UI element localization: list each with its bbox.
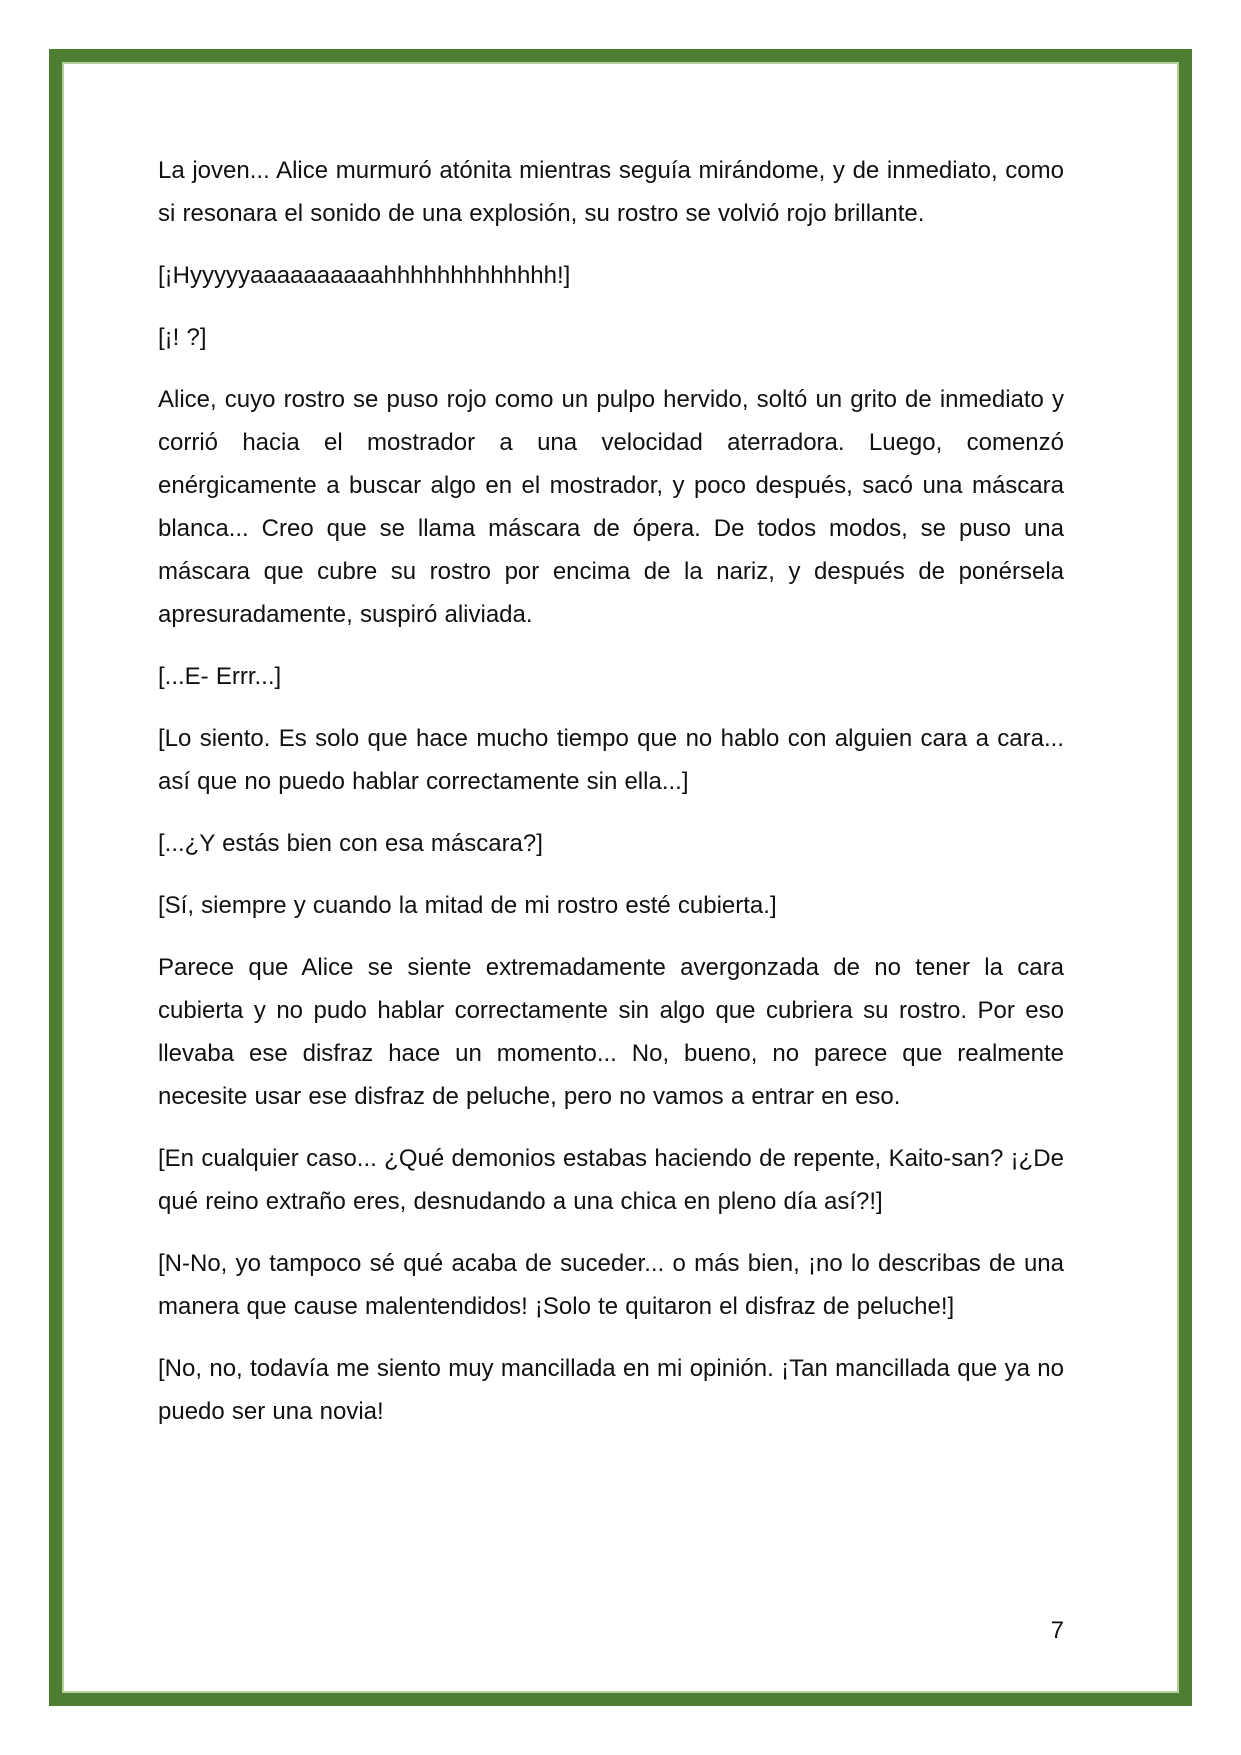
paragraph-dialogue: [...¿Y estás bien con esa máscara?]	[158, 830, 543, 857]
page-text-content	[158, 149, 1064, 1452]
paragraph-dialogue-reaction: [¡! ?]	[158, 324, 207, 351]
paragraph-dialogue: [N-No, yo tampoco sé qué acaba de suceder... o más bien, ¡no lo describas de una manera que cause malentendidos! ¡Solo te quitaron el disfraz de peluche!]	[158, 1250, 1064, 1320]
paragraph-narration: Parece que Alice se siente extremadamente avergonzada de no tener la cara cubierta y no pudo hablar correctamente sin algo que cubriera su rostro. Por eso llevaba ese disfraz hace un momento... No, bueno, no parece que realmente necesite usar ese disfraz de peluche, pero no vamos a entrar en eso.	[158, 954, 1064, 1110]
paragraph-dialogue: [En cualquier caso... ¿Qué demonios estabas haciendo de repente, Kaito-san? ¡¿De qué reino extraño eres, desnudando a una chica en pleno día así?!]	[158, 1145, 1064, 1215]
paragraph-dialogue: [Lo siento. Es solo que hace mucho tiempo que no hablo con alguien cara a cara... así que no puedo hablar correctamente sin ella...]	[158, 725, 1064, 795]
paragraph-dialogue: [Sí, siempre y cuando la mitad de mi rostro esté cubierta.]	[158, 892, 777, 919]
page-number: 7	[1050, 1617, 1064, 1644]
paragraph-narration: Alice, cuyo rostro se puso rojo como un pulpo hervido, soltó un grito de inmediato y corrió hacia el mostrador a una velocidad aterradora. Luego, comenzó enérgicamente a buscar algo en el mostrador, y poco después, sacó una máscara blanca... Creo que se llama máscara de ópera. De todos modos, se puso una máscara que cubre su rostro por encima de la nariz, y después de ponérsela apresuradamente, suspiró aliviada.	[158, 386, 1064, 628]
paragraph-dialogue-scream: [¡Hyyyyyaaaaaaaaaahhhhhhhhhhhhh!]	[158, 262, 571, 289]
paragraph-dialogue: [No, no, todavía me siento muy mancillada en mi opinión. ¡Tan mancillada que ya no puedo ser una novia!	[158, 1355, 1064, 1425]
paragraph-dialogue: [...E- Errr...]	[158, 663, 282, 690]
paragraph-narration: La joven... Alice murmuró atónita mientras seguía mirándome, y de inmediato, como si resonara el sonido de una explosión, su rostro se volvió rojo brillante.	[158, 157, 1064, 227]
